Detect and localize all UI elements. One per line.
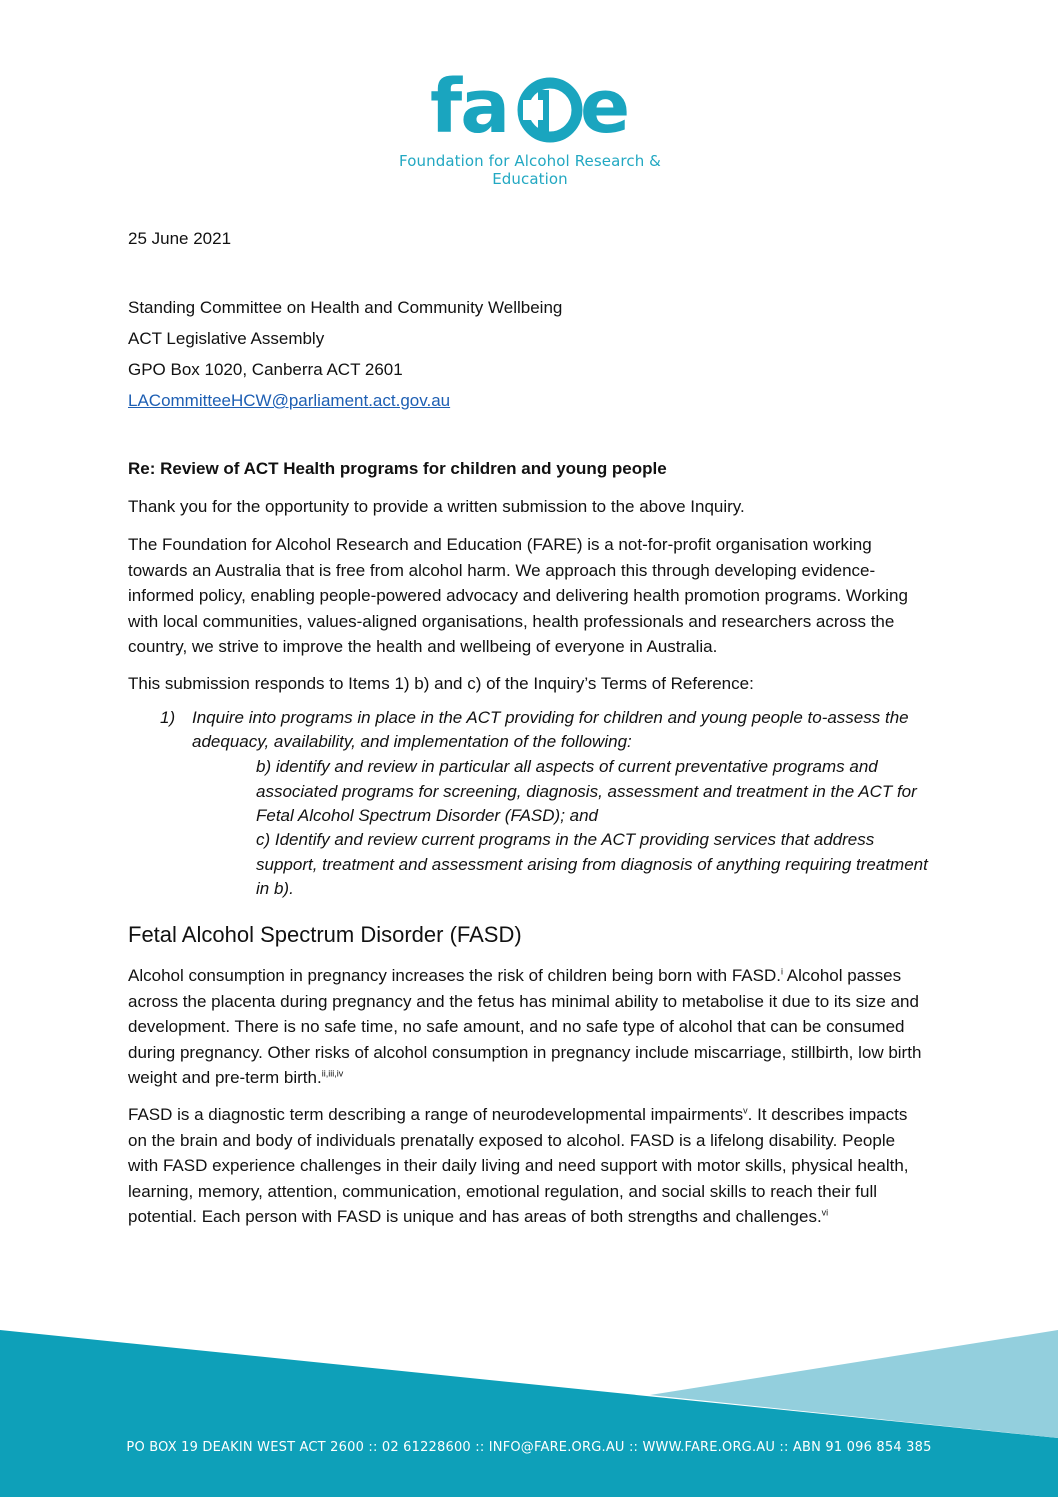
svg-text:e: e [580,70,630,150]
footnote-ref: i [780,966,783,977]
tor-number: 1) [160,708,176,727]
address-line: GPO Box 1020, Canberra ACT 2601 [128,360,403,379]
footer-contact: PO BOX 19 DEAKIN WEST ACT 2600 :: 02 61228600 :: INFO@FARE.ORG.AU :: WWW.FARE.ORG.AU :: ABN 91 096 854 385 [126,1440,932,1455]
letter-date: 25 June 2021 [128,229,232,248]
logo-tagline: Foundation for Alcohol Research & Education [399,152,661,188]
footnote-ref: vi [821,1207,829,1218]
address-line: ACT Legislative Assembly [128,329,325,348]
footnote-ref: ii,iii,iv [321,1068,344,1079]
tor-text: Inquire into programs in place in the ACT providing for children and young people to-assess the adequacy, availability, and implementation of the following: [192,708,909,751]
section-heading: Fetal Alcohol Spectrum Disorder (FASD) [128,922,522,947]
footnote-ref: v [743,1105,748,1116]
address-line: Standing Committee on Health and Community Wellbeing [128,298,563,317]
tor-subitem-b: b) identify and review in particular all aspects of current preventative programs and associated programs for screening, diagnosis, assessment and treatment in the ACT for Fetal Alcohol Spectrum Disorder (FASD); and [256,757,917,825]
tor-subitem-c: c) Identify and review current programs in the ACT providing services that address support, treatment and assessment arising from diagnosis of anything requiring treatment in b). [256,830,928,898]
footer-band [0,1320,1058,1497]
fasd-paragraph-1: Alcohol consumption in pregnancy increases the risk of children being born with FASD.$^i$ Alcohol passes across the placenta during pregnancy and the fetus has minimal ability to metabolise it due to its size and development. There is no safe time, no safe amount, and no safe type of alcohol that can be consumed during pregnancy. Other risks of alcohol consumption in pregnancy include miscarriage, stillbirth, low birth weight and pre-term birth.$^{ii,iii,iv}$ [128,966,922,1087]
submission-scope-paragraph: This submission responds to Items 1) b) and c) of the Inquiry’s Terms of Reference: [128,674,754,693]
intro-paragraph: Thank you for the opportunity to provide a written submission to the above Inquiry. [128,497,745,516]
fasd-paragraph-2: FASD is a diagnostic term describing a range of neurodevelopmental impairments$^v$. It describes impacts on the brain and body of individuals prenatally exposed to alcohol. FASD is a lifelong disability. People with FASD experience challenges in their daily living and need support with motor skills, physical health, learning, memory, attention, communication, emotional regulation, and social skills to reach their full potential. Each person with FASD is unique and has areas of both strengths and challenges.$^{vi}$ [128,1105,909,1226]
recipient-address [128,292,928,416]
fare-wordmark-icon [430,70,630,150]
svg-text:fa: fa [430,70,509,150]
email-link[interactable]: LACommitteeHCW@parliament.act.gov.au [128,391,451,410]
subject-line: Re: Review of ACT Health programs for children and young people [128,459,667,478]
fare-description-paragraph: The Foundation for Alcohol Research and Education (FARE) is a not-for-profit organisation working towards an Australia that is free from alcohol harm. We approach this through developing evidence-informed policy, enabling people-powered advocacy and delivering health promotion programs. Working with local communities, values-aligned organisations, health professionals and researchers across the country, we strive to improve the health and wellbeing of everyone in Australia. [128,535,908,656]
fare-logo [330,60,730,188]
